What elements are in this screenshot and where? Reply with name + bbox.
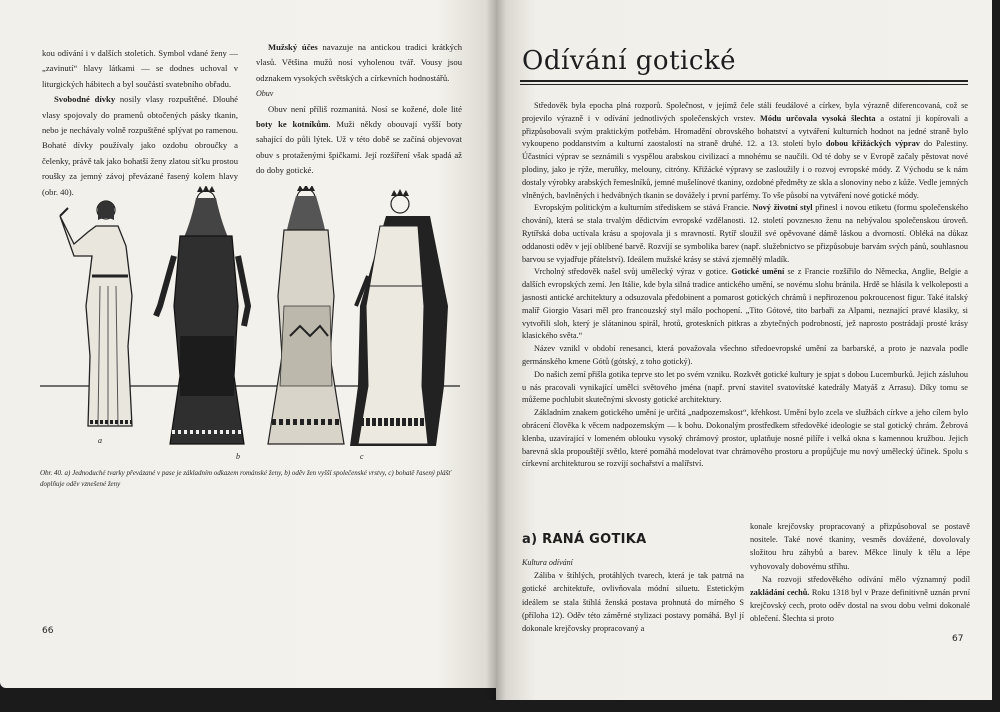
paragraph xyxy=(522,343,968,369)
sub-heading: Kultura odívání xyxy=(522,558,573,567)
text-run: Základním znakem gotického umění je určitá „nadpozemskost“, křehkost. Umění bylo zcela ve službách církve a jeho cílem bylo obrácení člověka k věcem nadpozemským — k bohu. Dokonalým prostředkem středověké ideologie se stal gotický chrám. Žebrová klenba, uzavírající v lomeném oblouku vysoký chrámový prostor, uplatňuje nosné pilíře i velká okna s kamennou kružbou. Jejich barevná skla propouštějí světlo, které pomáhá modelovat tvar chrámového prostoru a propůjčuje mu nový umělecký účinek. Spolu s církevní architekturou se rozvíjí sochařství a malířství. xyxy=(522,408,968,469)
bold-term: Svobodné dívky xyxy=(54,94,116,105)
left-text-column-2 xyxy=(256,40,462,179)
text-run: Název vznikl v období renesanci, která považovala všechno středoevropské umění za barbarské, a proto je nazvala podle germánského kmene Gótů (gótský, z toho gotický). xyxy=(522,344,968,366)
paragraph xyxy=(522,266,968,343)
text-run: Roku 1318 byl v Praze definitivně uznán první krejčovský cech, proto oděv dostal na svou dobu velmi dokonalé oblečení. Šlechta si proto xyxy=(750,588,970,624)
paragraph xyxy=(522,100,968,202)
left-text-column-1 xyxy=(42,46,238,200)
bold-term: boty ke kotníkům xyxy=(256,119,329,130)
left-page xyxy=(0,0,496,688)
right-page-number: 67 xyxy=(952,634,964,644)
right-bottom-left-column xyxy=(522,556,744,635)
figure-letter-b: b xyxy=(236,452,240,461)
text-run: . Muži někdy obouvají vyšší boty sahající do půli lýtek. Už v této době se začíná objevovat obuv s protaženými špičkami. Její rozšíření však spadá až do doby gotické. xyxy=(256,119,462,176)
text-run: Středověk byla epocha plná rozporů. Společnost, v jejímž čele stáli feudálové a církev, byla výrazně diferencovaná, což se projevilo výrazně i v odívání jednotlivých společenských vrstev. xyxy=(522,101,968,123)
text-run: se z Francie rozšířilo do Německa, Anglie, Belgie a dalších evropských zemí. Jen Itálie, kde byla silná tradice antického umění, se novému slohu bránila. Hrdě se hlásila k velkoleposti a jasnosti antické architektury a odsuzovala předobinent a pomarost gotických chrámů i nepřirozenou pokroucenost figur. Také italský malíř Giorgio Vasari měl pro francouzský styl málo pochopení. „Tito Gótové, tito barbaři za Alpami, neznající pravé klasiky, si vytvořili sloh, který je slátaninou spirál, hrotů, groteskních pitkras a zbytečných podrobností, jež naprosto postrádají prosté krásy klasického světa.“ xyxy=(522,267,968,341)
figure-d xyxy=(350,189,448,446)
right-bottom-right-column xyxy=(750,520,970,626)
figure-a xyxy=(60,201,132,426)
paragraph xyxy=(256,102,462,179)
bold-term: Gotické umění xyxy=(731,267,785,277)
section-title: a) RANÁ GOTIKA xyxy=(522,532,647,547)
figure-c xyxy=(268,186,344,444)
text-run: Evropským politickým a kulturním střediskem se stává Francie. xyxy=(534,203,753,213)
title-rule-thin xyxy=(520,84,968,85)
subheading-obuv: Obuv xyxy=(256,89,274,99)
text-run: navazuje na antickou tradici krátkých vlasů. Většina mužů nosí vyholenou tvář. Vousy jsou odznakem vysokých světských a církevních hodnostářů. xyxy=(256,42,463,83)
paragraph xyxy=(42,46,238,92)
bold-term: Mužský účes xyxy=(268,42,318,52)
bold-term: zakládání cechů. xyxy=(750,588,810,598)
paragraph xyxy=(522,369,968,407)
text-run: kou odívání i v dalších stoletích. Symbol vdané ženy — „zavinutí“ hlavy látkami — se dodnes uchoval v liturgických hábitech a byl součástí svatebního obřadu. xyxy=(42,48,238,89)
text-run: Do našich zemí přišla gotika teprve sto let po svém vzniku. Rozkvět gotické kultury je spjat s dobou Lucemburků. Jejich zásluhou u nás pracovali vynikající umělci světového jména (např. první stavitel svatovítské katedrály Matyáš z Arrasu). Díky tomu se můžeme pochlubit skutečnými skvosty gotické architektury. xyxy=(522,369,968,405)
figure-letter-a: a xyxy=(98,436,102,445)
paragraph xyxy=(522,202,968,266)
text-run: Obuv není příliš rozmanitá. Nosí se kožené, dole lité xyxy=(268,103,462,114)
text-run: nosily vlasy rozpuštěné. Dlouhé vlasy spojovaly do pramenů obtočených pásky tkanin, nebo je nechávaly volně rozpuštěné splývat po ramenou. Bohaté dívky používaly jako ozdobu obroučky a čelenky, právě tak jako bohatší ženy zlatou síťku prostou roušky za jemný závoj převázané řasený kolem hlavy (obr. 40). xyxy=(42,94,238,197)
text-run: Vrcholný středověk našel svůj umělecký výraz v gotice. xyxy=(534,267,732,277)
right-main-text xyxy=(522,100,968,471)
right-page xyxy=(496,0,992,700)
figure-caption: Obr. 40. a) Jednoduché tvarky převázané v pase je základním odkazem románské ženy, b) oděv žen vyšší společenské vrstvy, c) bohatě řasený plášť doplňuje oděv vznešené ženy xyxy=(40,469,451,488)
paragraph xyxy=(42,92,238,200)
bold-term: Nový životní styl xyxy=(752,203,813,213)
figure-letter-c: c xyxy=(360,452,364,461)
chapter-title: Odívání gotické xyxy=(522,46,737,76)
text-run: a ostatní ji kopírovali a přizpůsobovali svým praktickým potřebám. Hromadění obrovského bohatství a vytváření kulturních hodnot na jedné straně bylo vykoupeno poddanstvím a kulturní zaostalostí na straně druhé. 12. a 13. století bylo xyxy=(522,113,968,149)
left-page-number: 66 xyxy=(42,626,54,636)
costume-illustration xyxy=(40,186,460,456)
text-run: Na rozvoji středověkého odívání mělo významný podíl xyxy=(762,574,970,584)
bottom-left-paragraph: Záliba v štíhlých, protáhlých tvarech, která je tak patrná na gotické architektuře, ovlivňovala módní siluetu. Estetickým ideálem se stala štíhlá ženská postava prohnutá do mírného S (příloha 12). Oděv této záměrné stylizaci postavy pomáhá. Byl jí dokonale krejčovsky propracovaný a xyxy=(522,571,744,634)
paragraph xyxy=(522,407,968,471)
title-rule xyxy=(520,80,968,82)
bold-term: Módu určovala vysoká šlechta xyxy=(760,113,876,123)
paragraph xyxy=(750,573,970,626)
figure-b xyxy=(156,186,248,444)
paragraph xyxy=(256,40,462,86)
text-run: do Palestiny. Účastníci výprav se seznámili s vyspělou arabskou civilizací a mnohému se naučili. Od té doby se v Evropě začaly pěstovat nové plodiny, jako je rýže, meruňky, melouny, citróny. Křižácké výpravy se zasloužily i o rozvoj evropské módy. Z Východu se k nám dostaly výrobky arabských řemeslníků, jemné mušelínové tkaniny, ozdobné předměty ze skla a slonoviny nebo z kůže. Vedle jemných vlněných, bavlněných i hedvábných tkanin se dovážely i první parfémy. To vše působí na vytváření nové gotické módy. xyxy=(522,139,968,200)
text-run: konale krejčovsky propracovaný a přizpůsoboval se postavě nositele. Také nové tkaniny, vesměs dovážené, dovolovaly složitou hru záhybů a barev. Měkce linuly k tělu a lépe vyhovovaly dobovému stříhu. xyxy=(750,522,970,571)
paragraph xyxy=(750,520,970,573)
bold-term: dobou křižáckých výprav xyxy=(825,139,920,149)
text-run: přinesl i novou etiketu (formu společenského chování), která se stala trvalým dědictvím evropské vzdělanosti. 12. století povznesло ženu na nebývalou společenskou úroveň. Rytířská doba uctívala krásu a spojovala ji s mravností. Rytíř sloužil své opěvované dámě láskou a dvorností. Obléká na důkaz oddanosti oděv v její oblíbené barvě. Rozvíjí se symbolika barev (např. služebnictvo se přizpůsobuje barvám svých pánů, souhlasnou barvou se vyjadřuje přátelství). Ideálem mužské krásy se stává zjemnělý mladík. xyxy=(522,203,969,264)
